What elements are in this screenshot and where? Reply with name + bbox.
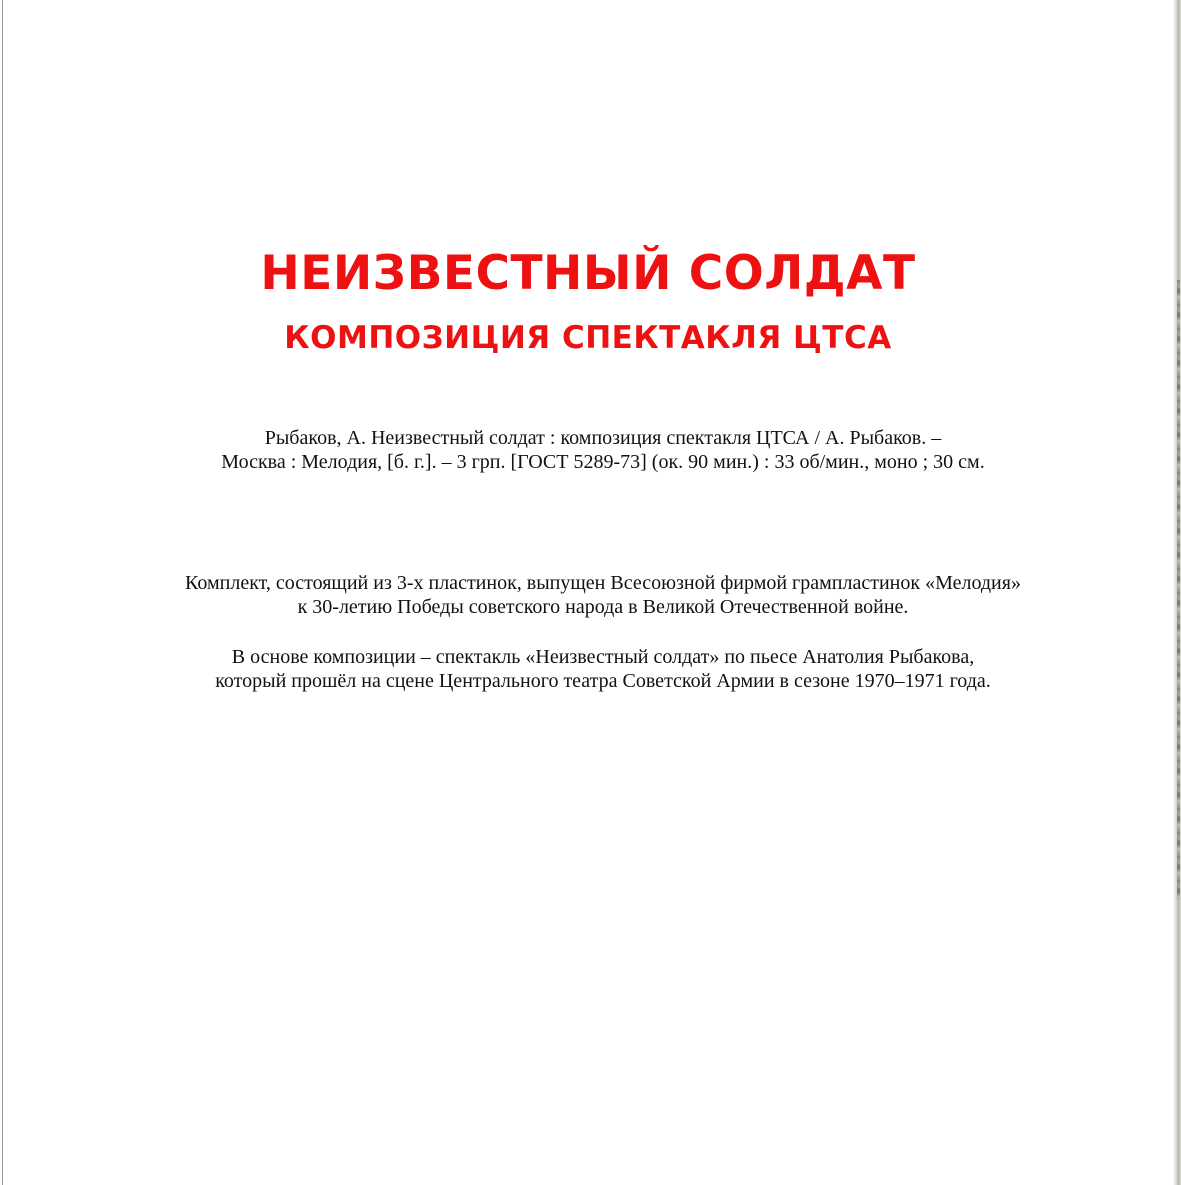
composition-note-line: который прошёл на сцене Центрального театра Советской Армии в сезоне 1970–1971 года. <box>215 670 991 692</box>
bibliographic-line: Москва : Мелодия, [б. г.]. – 3 грп. [ГОСТ 5289-73] (ок. 90 мин.) : 33 об/мин., моно ; 30 см. <box>221 451 985 473</box>
release-note-line: Комплект, состоящий из 3-х пластинок, выпущен Всесоюзной фирмой грампластинок «Мелодия» <box>185 572 1021 594</box>
release-note <box>3 571 1181 619</box>
page-title: НЕИЗВЕСТНЫЙ СОЛДАТ <box>260 246 916 301</box>
page-edge-shadow <box>1173 0 1181 1185</box>
release-note-line: к 30-летию Победы советского народа в Великой Отечественной войне. <box>297 596 909 618</box>
bibliographic-line: Рыбаков, А. Неизвестный солдат : композиция спектакля ЦТСА / А. Рыбаков. – <box>264 427 942 449</box>
composition-note <box>3 645 1181 693</box>
composition-note-line: В основе композиции – спектакль «Неизвестный солдат» по пьесе Анатолия Рыбакова, <box>231 646 975 668</box>
document-page <box>2 0 1173 1185</box>
bibliographic-record <box>3 426 1181 474</box>
page-subtitle: КОМПОЗИЦИЯ СПЕКТАКЛЯ ЦТСА <box>284 320 892 356</box>
